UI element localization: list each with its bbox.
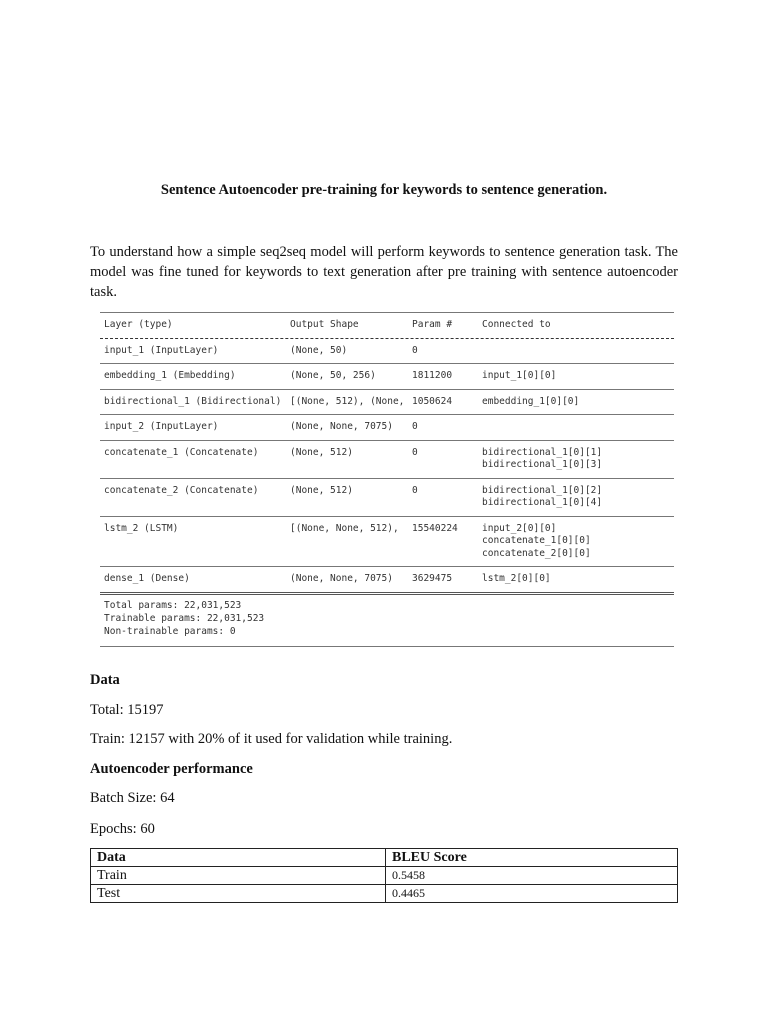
document-title: Sentence Autoencoder pre-training for keywords to sentence generation.	[160, 182, 608, 198]
layer-connected	[482, 345, 674, 358]
connected-entry: input_1[0][0]	[482, 370, 557, 381]
trainable-params: Trainable params: 22,031,523	[104, 612, 265, 624]
layer-row	[100, 415, 674, 440]
layer-row	[100, 364, 674, 389]
table-row	[91, 885, 678, 903]
layer-connected	[482, 421, 674, 434]
bleu-score-table	[90, 848, 678, 903]
non-trainable-params: Non-trainable params: 0	[104, 625, 236, 637]
layer-shape: (None, 50, 256)	[290, 370, 376, 381]
layer-connected	[482, 370, 674, 383]
layer-shape: (None, 50)	[290, 344, 348, 356]
layer-name: embedding_1 (Embedding)	[104, 370, 236, 381]
header-data: Data	[91, 849, 386, 867]
layer-connected	[482, 573, 674, 586]
performance-heading: Autoencoder performance	[90, 761, 253, 777]
layer-params: 1050624	[412, 395, 453, 407]
param-totals	[100, 595, 674, 646]
layer-name: concatenate_1 (Concatenate)	[104, 446, 259, 458]
data-train: Train: 12157 with 20% of it used for validation while training.	[90, 731, 453, 747]
layer-shape: (None, 512)	[290, 484, 353, 496]
layer-row	[100, 441, 674, 478]
layer-params: 1811200	[412, 370, 453, 381]
layer-connected	[482, 396, 674, 409]
table-row	[91, 867, 678, 885]
connected-entry: bidirectional_1[0][2]	[482, 484, 603, 496]
layer-row	[100, 567, 674, 592]
connected-entry: embedding_1[0][0]	[482, 395, 580, 407]
layer-row	[100, 517, 674, 567]
total-params: Total params: 22,031,523	[104, 599, 242, 611]
layer-params: 0	[412, 344, 418, 356]
connected-entry: input_2[0][0]	[482, 522, 557, 534]
row-score: 0.4465	[386, 885, 678, 903]
layer-shape: (None, 512)	[290, 446, 353, 458]
layer-connected	[482, 523, 674, 561]
row-data-label: Train	[91, 867, 386, 885]
epochs: Epochs: 60	[90, 821, 155, 837]
layer-name: input_2 (InputLayer)	[104, 421, 219, 432]
layer-row	[100, 339, 674, 364]
connected-entry: lstm_2[0][0]	[482, 573, 551, 584]
layer-params: 0	[412, 446, 418, 458]
layer-shape: (None, None, 7075)	[290, 573, 393, 584]
header-output-shape: Output Shape	[290, 319, 359, 330]
layer-shape: (None, None, 7075)	[290, 421, 393, 432]
header-connected: Connected to	[482, 319, 551, 330]
layer-params: 0	[412, 484, 418, 496]
row-score: 0.5458	[386, 867, 678, 885]
layer-name: concatenate_2 (Concatenate)	[104, 484, 259, 496]
model-summary	[100, 312, 674, 647]
connected-entry: bidirectional_1[0][4]	[482, 497, 603, 508]
row-data-label: Test	[91, 885, 386, 903]
data-heading: Data	[90, 672, 120, 688]
layer-shape: [(None, 512), (None,	[290, 395, 405, 407]
summary-bottom-rule	[100, 646, 674, 647]
layer-row	[100, 390, 674, 415]
layer-name: bidirectional_1 (Bidirectional)	[104, 395, 282, 407]
layer-params: 3629475	[412, 573, 453, 584]
connected-entry: bidirectional_1[0][1]	[482, 446, 603, 458]
layer-params: 0	[412, 421, 418, 432]
batch-size: Batch Size: 64	[90, 790, 175, 806]
intro-paragraph: To understand how a simple seq2seq model will perform keywords to sentence generation task. The model was fine tuned for keywords to text generation after pre training with sentence autoencoder task.	[90, 244, 678, 300]
header-params: Param #	[412, 319, 453, 330]
summary-header-row	[100, 313, 674, 338]
header-layer: Layer (type)	[104, 319, 173, 330]
connected-entry: bidirectional_1[0][3]	[482, 459, 603, 470]
data-total: Total: 15197	[90, 702, 164, 718]
layer-connected	[482, 485, 674, 510]
connected-entry: concatenate_2[0][0]	[482, 547, 591, 559]
layer-row	[100, 479, 674, 516]
layer-params: 15540224	[412, 522, 458, 534]
layer-connected	[482, 447, 674, 472]
connected-entry: concatenate_1[0][0]	[482, 535, 591, 546]
layer-name: input_1 (InputLayer)	[104, 344, 219, 356]
layer-name: dense_1 (Dense)	[104, 573, 190, 584]
header-bleu-score: BLEU Score	[386, 849, 678, 867]
layer-name: lstm_2 (LSTM)	[104, 522, 179, 534]
layer-shape: [(None, None, 512),	[290, 522, 399, 534]
table-header-row	[91, 849, 678, 867]
